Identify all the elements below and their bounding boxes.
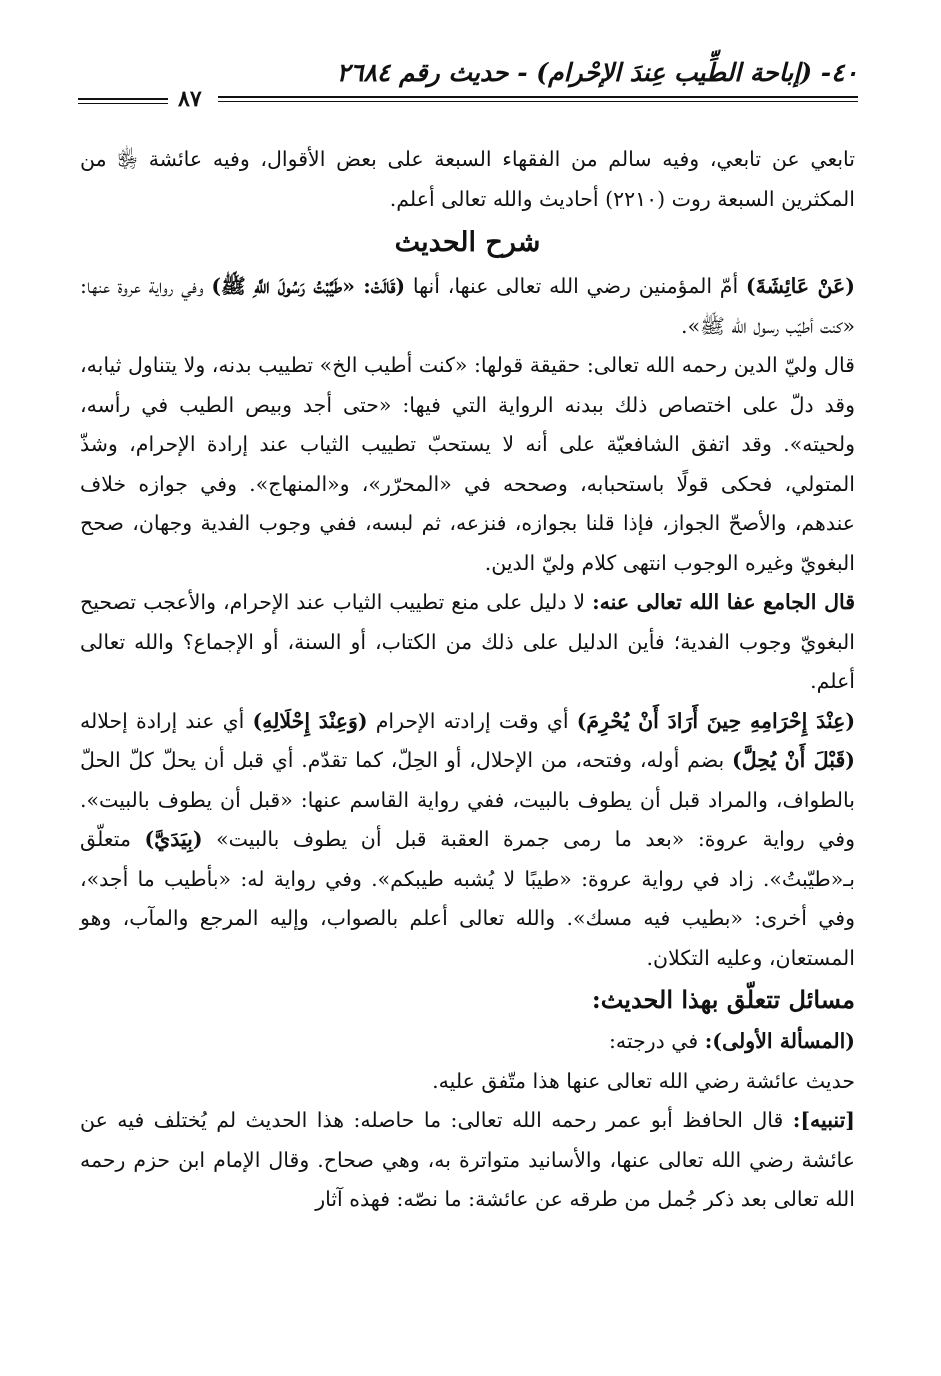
paragraph-4-text3: بضم أوله، وفتحه، من الإحلال، أو الحِلّ، كما تقدّم. أي قبل أن يحلّ كلّ الحلّ بالطواف، والمراد قبل أن يطوف بالبيت، ففي رواية القاسم عنها: «قبل أن يطوف بالبيت». وفي رواية عروة: «بعد ما رمى جمرة العقبة قبل أن يطوف بالبيت»	[80, 748, 855, 851]
header-rule	[218, 96, 858, 102]
note-text: قال الحافظ أبو عمر رحمه الله تعالى: ما حاصله: هذا الحديث لم يُختلف فيه عن عائشة رضي الله تعالى عنها، والأسانيد متواترة به، وهي صحاح. وقال الإمام ابن حزم رحمه الله تعالى بعد ذكر جُمل من طرقه عن عائشة: ما نصّه: فهذه آثار	[80, 1108, 855, 1211]
paragraph-1-text2: وفي رواية عروة عنها: «كنت أطيّب رسول الله ﷺ».	[80, 274, 855, 338]
note-lead: [تنبيه]:	[792, 1108, 855, 1132]
paragraph-4	[80, 702, 855, 979]
issue-1-text: في درجته:	[608, 1029, 705, 1053]
section-title: شرح الحديث	[394, 227, 541, 258]
paragraph-4-lead3: (قَبْلَ أَنْ يُحِلَّ)	[732, 748, 855, 772]
paragraph-2: قال وليّ الدين رحمه الله تعالى: حقيقة قولها: «كنت أطيب الخ» تطييب بدنه، ولا يتناول ثيابه، وقد دلّ على اختصاص ذلك ببدنه الرواية التي فيها: «حتى أجد وبيص الطيب في رأسه، ولحيته». وقد اتفق الشافعيّة على أنه لا يستحبّ تطييب الثياب عند إرادة الإحرام، وشذّ المتولي، فحكى قولًا باستحبابه، وصححه في «المحرّر»، و«المنهاج». وفي جوازه خلاف عندهم، والأصحّ الجواز، فإذا قلنا بجوازه، فنزعه، ثم لبسه، ففي وجوب الفدية وجهان، صحح البغويّ وغيره الوجوب انتهى كلام وليّ الدين.	[80, 353, 855, 575]
paragraph-1-text: أمّ المؤمنين رضي الله تعالى عنها، أنها	[405, 274, 746, 298]
paragraph-1-lead2: (قَالَتْ: «طَيَّبْتُ رَسُولَ اللَّهِ ﷺ)	[211, 274, 406, 298]
page-header	[78, 58, 858, 118]
paragraph-4-text2: أي عند إرادة إحلاله	[80, 708, 253, 733]
note-paragraph	[80, 1101, 855, 1220]
paragraph-4-lead: (عِنْدَ إِحْرَامِهِ حِينَ أَرَادَ أَنْ يُحْرِمَ)	[576, 708, 856, 733]
issue-1-lead: (المسألة الأولى):	[704, 1029, 855, 1053]
header-title: ٤٠- (إباحة الطِّيب عِندَ الإحْرام) - حديث رقم ٢٦٨٤	[336, 58, 858, 87]
paragraph-3-lead: قال الجامع عفا الله تعالى عنه:	[592, 590, 856, 614]
paragraph-1	[80, 267, 855, 346]
issue-1-body: حديث عائشة رضي الله تعالى عنها هذا متّفق عليه.	[432, 1068, 855, 1093]
main-text	[80, 140, 855, 1220]
issues-heading: مسائل تتعلّق بهذا الحديث:	[591, 985, 855, 1014]
issue-1	[80, 1022, 855, 1062]
intro-paragraph: تابعي عن تابعي، وفيه سالم من الفقهاء السبعة على بعض الأقوال، وفيه عائشة ﵂ من المكثرين السبعة روت (٢٢١٠) أحاديث والله تعالى أعلم.	[80, 147, 855, 211]
paragraph-4-text: أي وقت إرادته الإحرام	[367, 708, 577, 733]
paragraph-3	[80, 583, 855, 702]
paragraph-4-text4: متعلّق بـ«طيّبتُ». زاد في رواية عروة: «طيبًا لا يُشبه طيبكم». وفي رواية له: «بأطيب ما أجد»، وفي أخرى: «بطيب فيه مسك». والله تعالى أعلم بالصواب، وإليه المرجع والمآب، وهو المستعان، وعليه التكلان.	[80, 827, 855, 970]
paragraph-4-lead2: (وَعِنْدَ إِحْلَالِهِ)	[252, 708, 368, 733]
paragraph-4-lead4: (بِيَدَيَّ)	[144, 827, 203, 851]
paragraph-1-lead: (عَنْ عَائِشَةَ)	[745, 274, 855, 298]
paragraph-3-text: لا دليل على منع تطييب الثياب عند الإحرام، والأعجب تصحيح البغويّ وجوب الفدية؛ فأين الدليل على ذلك من الكتاب، أو السنة، أو الإجماع؟ والله تعالى أعلم.	[80, 590, 855, 693]
left-rule	[78, 98, 168, 104]
page-number: ٨٧	[178, 86, 202, 112]
